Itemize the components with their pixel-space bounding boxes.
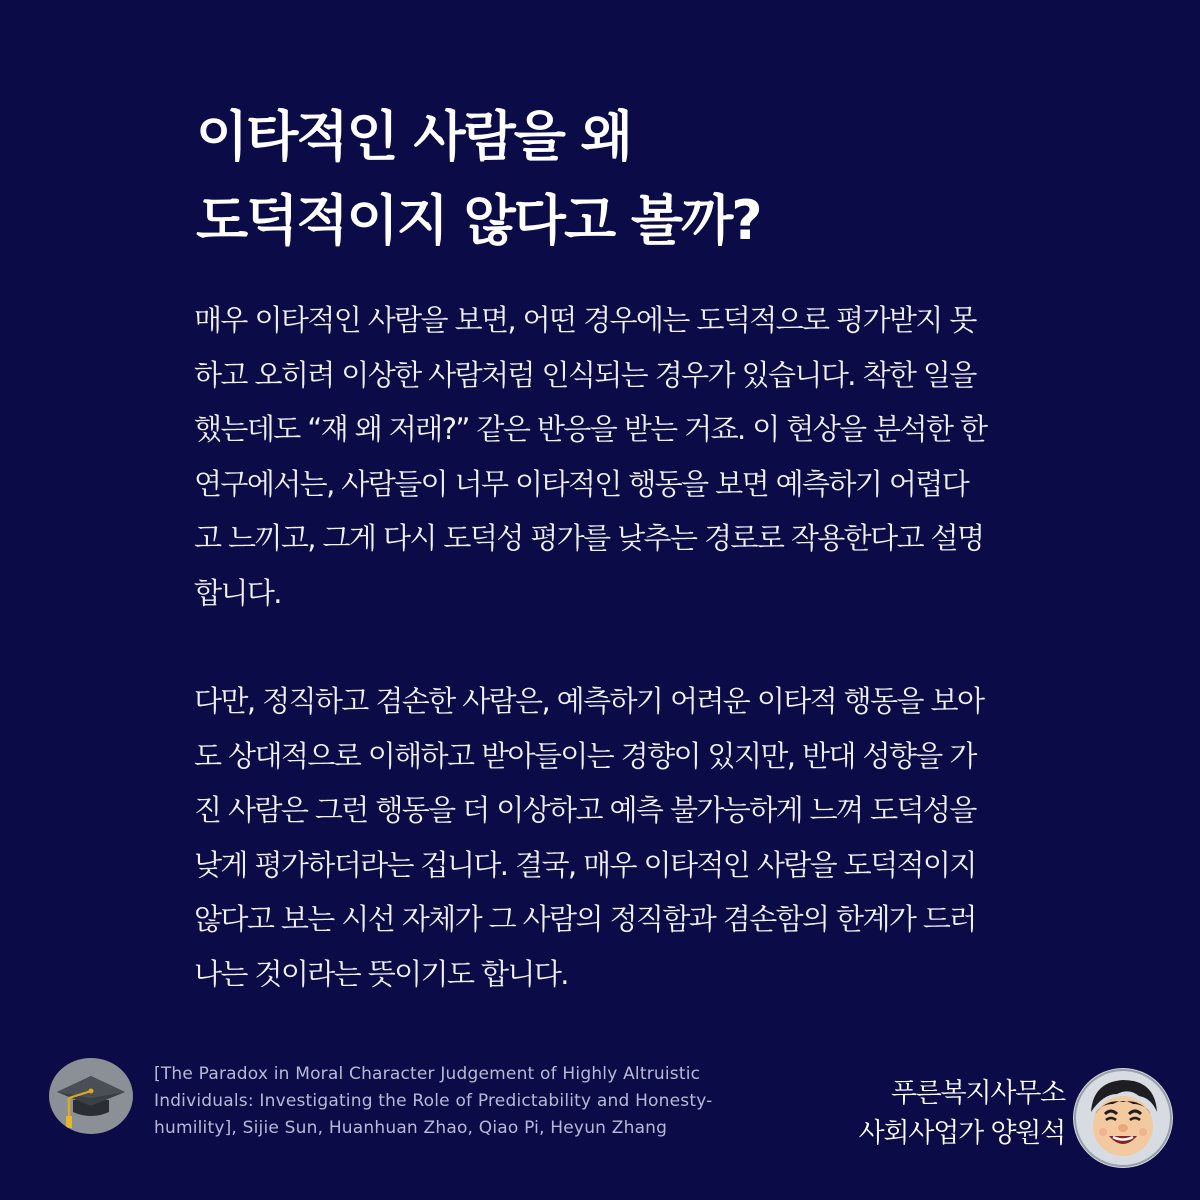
paragraph-line: 했는데도 “쟤 왜 저래?” 같은 반응을 받는 거죠. 이 현상을 분석한 한 xyxy=(194,412,987,446)
paragraph-1 xyxy=(194,293,1014,620)
paragraph-line: 연구에서는, 사람들이 너무 이타적인 행동을 보면 예측하기 어렵다 xyxy=(194,466,969,501)
paragraph-line: 하고 오히려 이상한 사람처럼 인식되는 경우가 있습니다. 착한 일을 xyxy=(194,357,976,392)
citation-line: Individuals: Investigating the Role of Predictability and Honesty- xyxy=(154,1091,713,1111)
article-body xyxy=(194,293,1014,1001)
title-line-2: 도덕적이지 않다고 볼까? xyxy=(196,189,761,252)
paragraph-line: 고 느끼고, 그게 다시 도덕성 평가를 낮추는 경로로 작용한다고 설명 xyxy=(194,521,984,555)
graduation-cap-icon xyxy=(49,1058,133,1134)
citation xyxy=(154,1061,754,1142)
organization-name: 푸른복지사무소 xyxy=(890,1078,1065,1109)
paragraph-line: 합니다. xyxy=(194,575,281,610)
paragraph-line: 다만, 정직하고 겸손한 사람은, 예측하기 어려운 이타적 행동을 보아 xyxy=(194,684,984,718)
page-title xyxy=(196,95,1016,263)
title-line-1: 이타적인 사람을 왜 xyxy=(196,105,631,168)
paragraph-line: 낮게 평가하더라는 겁니다. 결국, 매우 이타적인 사람을 도덕적이지 xyxy=(194,847,976,882)
paragraph-line: 매우 이타적인 사람을 보면, 어떤 경우에는 도덕적으로 평가받지 못 xyxy=(194,303,976,337)
avatar xyxy=(1073,1068,1173,1168)
author-name: 사회사업가 양원석 xyxy=(858,1118,1065,1149)
citation-line: [The Paradox in Moral Character Judgement of Highly Altruistic xyxy=(154,1064,701,1084)
citation-line: humility], Sijie Sun, Huanhuan Zhao, Qiao Pi, Heyun Zhang xyxy=(154,1118,668,1138)
paragraph-2 xyxy=(194,674,1014,1001)
paragraph-line: 진 사람은 그런 행동을 더 이상하고 예측 불가능하게 느껴 도덕성을 xyxy=(194,793,976,827)
paragraph-line: 나는 것이라는 뜻이기도 합니다. xyxy=(194,956,568,991)
paragraph-line: 도 상대적으로 이해하고 받아들이는 경향이 있지만, 반대 성향을 가 xyxy=(194,738,976,773)
paragraph-line: 않다고 보는 시선 자체가 그 사람의 정직함과 겸손함의 한계가 드러 xyxy=(194,902,976,936)
signature xyxy=(859,1074,1065,1154)
